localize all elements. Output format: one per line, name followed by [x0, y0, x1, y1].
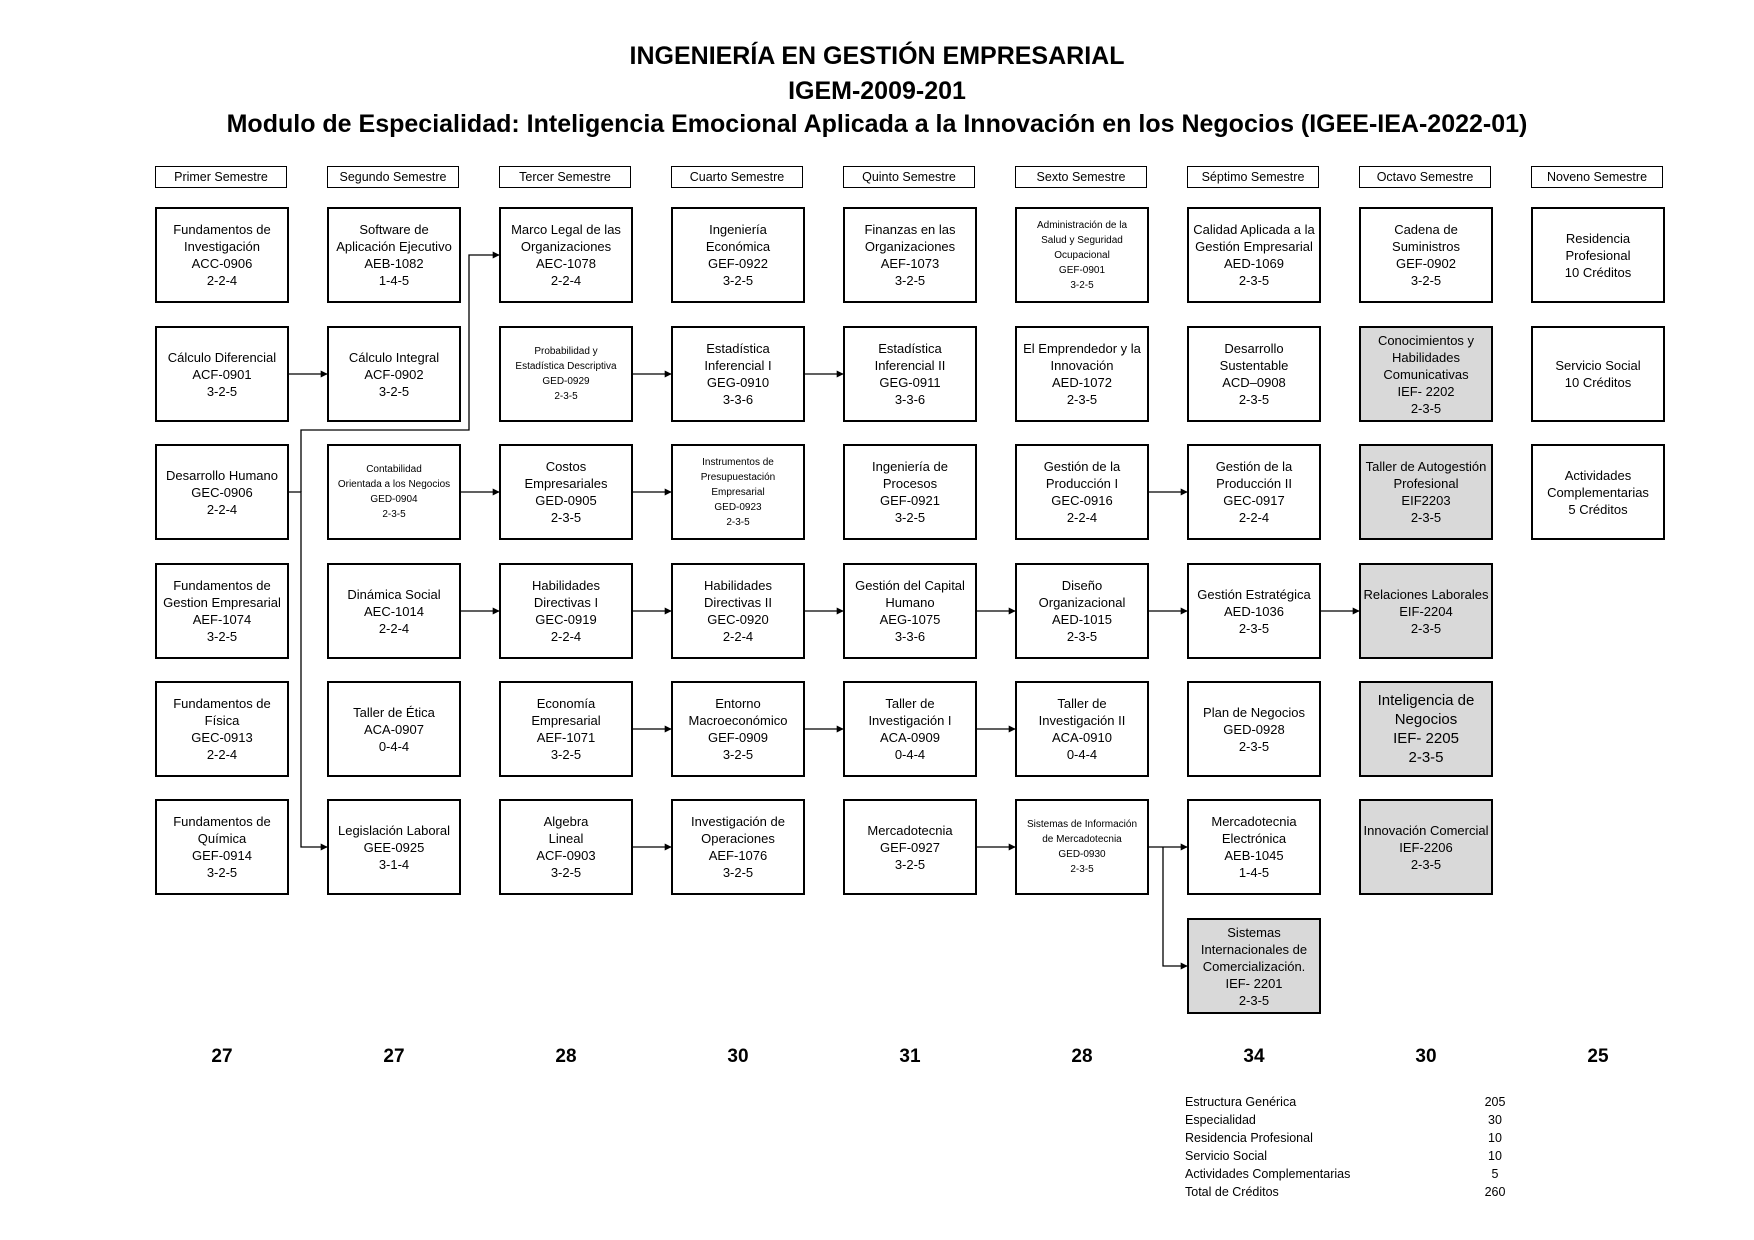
course-text-line: 0-4-4: [894, 747, 926, 762]
course-text-line: GEC-0917: [1223, 493, 1285, 508]
course-text-line: AEB-1045: [1224, 848, 1284, 863]
course-text-line: AED-1036: [1224, 603, 1284, 619]
course-text-line: Ocupacional: [1054, 249, 1110, 261]
course-text-line: ACA-0907: [364, 721, 424, 737]
course-text-line: GEG-0910: [706, 375, 770, 390]
credit-summary-table: [1185, 1095, 1525, 1203]
course-text-line: AEF-1074: [192, 612, 252, 627]
summary-label: Estructura Genérica: [1185, 1095, 1297, 1109]
course-text-line: Gestión de la: [1215, 459, 1293, 474]
course-text-line: AEF-1071: [536, 730, 596, 745]
course-text-line: ACA-0910: [1052, 730, 1112, 745]
course-text-line: Presupuestación: [700, 471, 776, 483]
course-text-line: 3-2-5: [1070, 279, 1094, 291]
course-text-line: Costos: [545, 459, 587, 474]
plan-code: IGEM-2009-201: [788, 77, 966, 105]
prerequisite-arrow: [301, 255, 499, 492]
course-text-line: Suministros: [1392, 239, 1460, 254]
course-text-line: Innovación: [1050, 358, 1114, 373]
course-text-line: Estadística: [878, 341, 942, 356]
course-text-line: Innovación Comercial: [1363, 822, 1489, 838]
course-text-line: 2-3-5: [1066, 392, 1098, 407]
course-text-line: 2-3-5: [1238, 273, 1270, 288]
course-text-line: 3-2-5: [550, 865, 582, 880]
course-text-line: 2-3-5: [1410, 510, 1442, 525]
course-text-line: GED-0923: [714, 501, 762, 513]
course-text-line: IEF- 2201: [1225, 975, 1283, 991]
course-text-line: Humano: [885, 595, 935, 610]
course-text-line: Calidad Aplicada a la: [1193, 222, 1315, 237]
course-text-line: Algebra: [543, 814, 589, 829]
course-text-line: 2-3-5: [726, 516, 750, 528]
course-text-line: Orientada a los Negocios: [337, 479, 451, 490]
course-text-line: Fundamentos de: [173, 696, 271, 711]
course-text-line: Profesional: [1565, 247, 1631, 263]
course-text-line: Habilidades: [1392, 349, 1460, 365]
course-text-line: 3-2-5: [722, 747, 754, 762]
course-text-line: ACA-0909: [880, 730, 940, 745]
course-text-line: El Emprendedor y la: [1023, 341, 1141, 356]
course-text-line: Electrónica: [1221, 831, 1287, 846]
course-text-line: 2-3-5: [1410, 856, 1442, 872]
course-text-line: Marco Legal de las: [511, 222, 621, 237]
course-text-line: Desarrollo: [1224, 341, 1284, 356]
course-text-line: 2-2-4: [550, 273, 582, 288]
course-text-line: 2-3-5: [1066, 629, 1098, 644]
course-text-line: Gestión de la: [1043, 459, 1121, 474]
semester-credit-total: 30: [1415, 1046, 1437, 1067]
course-text-line: AED-1072: [1052, 375, 1112, 390]
course-text-line: AEB-1082: [364, 256, 424, 271]
semester-header: Octavo Semestre: [1359, 166, 1491, 188]
course-text-line: Gestión Empresarial: [1195, 239, 1313, 254]
semester-header: Cuarto Semestre: [671, 166, 803, 188]
course-text-line: GEF-0927: [880, 839, 940, 855]
course-text-line: 3-2-5: [894, 510, 926, 525]
course-text-line: Cálculo Diferencial: [167, 349, 277, 365]
course-text-line: Economía: [536, 696, 596, 711]
semester-credit-total: 34: [1243, 1046, 1265, 1067]
course-text-line: Diseño: [1061, 578, 1103, 593]
course-text-line: ACD–0908: [1222, 375, 1286, 390]
course-text-line: GEF-0901: [1058, 264, 1106, 276]
course-text-line: Estadística: [706, 341, 770, 356]
semester-credit-total: 31: [899, 1046, 921, 1067]
course-text-line: 2-3-5: [1070, 864, 1094, 875]
course-text-line: Económica: [705, 239, 771, 254]
course-text-line: Organizaciones: [520, 239, 612, 254]
course-text-line: Investigación: [184, 239, 260, 254]
course-text-line: Contabilidad: [366, 464, 422, 475]
course-text-line: 2-2-4: [378, 620, 410, 636]
course-text-line: 3-2-5: [894, 273, 926, 288]
course-text-line: 10 Créditos: [1564, 264, 1632, 280]
course-text-line: IEF- 2205: [1393, 730, 1459, 747]
semester-credit-total: 30: [727, 1046, 749, 1067]
course-text-line: Directivas I: [533, 595, 599, 610]
course-text-line: Inferencial II: [874, 358, 946, 373]
course-text-line: Taller de Ética: [353, 704, 435, 720]
course-text-line: 1-4-5: [1238, 865, 1270, 880]
course-text-line: de Mercadotecnia: [1042, 834, 1122, 845]
course-text-line: Gestion Empresarial: [163, 595, 281, 610]
course-text-line: 3-2-5: [378, 383, 410, 399]
summary-label: Total de Créditos: [1185, 1185, 1279, 1199]
course-text-line: GEF-0914: [192, 848, 252, 863]
course-text-line: 2-3-5: [1410, 400, 1442, 416]
course-text-line: Relaciones Laborales: [1363, 586, 1489, 602]
summary-value: 30: [1488, 1113, 1502, 1127]
course-text-line: 3-3-6: [722, 392, 754, 407]
summary-value: 10: [1488, 1149, 1502, 1163]
course-text-line: 2-3-5: [1238, 992, 1270, 1008]
course-text-line: 3-2-5: [722, 273, 754, 288]
course-text-line: Servicio Social: [1555, 358, 1641, 373]
semester-credit-total: 28: [1071, 1046, 1093, 1067]
course-text-line: AEF-1076: [708, 848, 768, 863]
course-text-line: Dinámica Social: [347, 586, 441, 602]
course-text-line: 3-2-5: [206, 629, 238, 644]
summary-label: Servicio Social: [1185, 1149, 1267, 1163]
course-text-line: GEF-0921: [880, 493, 940, 508]
course-text-line: Sustentable: [1219, 358, 1289, 373]
semester-header: Noveno Semestre: [1531, 166, 1663, 188]
course-text-line: 5 Créditos: [1568, 501, 1628, 517]
course-text-line: Sistemas de Información: [1026, 819, 1138, 830]
course-text-line: 2-2-4: [1066, 510, 1098, 525]
summary-value: 5: [1491, 1167, 1499, 1181]
course-text-line: ACF-0902: [364, 366, 424, 382]
course-text-line: Empresarial: [711, 486, 765, 498]
course-text-line: AEC-1078: [536, 256, 596, 271]
course-text-line: Producción I: [1045, 476, 1119, 491]
semester-header: Sexto Semestre: [1015, 166, 1147, 188]
course-text-line: 0-4-4: [378, 738, 410, 754]
course-text-line: GEF-0902: [1396, 256, 1456, 271]
course-text-line: Cálculo Integral: [348, 349, 440, 365]
course-text-line: Inferencial I: [704, 358, 772, 373]
course-text-line: 10 Créditos: [1564, 375, 1632, 390]
course-text-line: Cadena de: [1394, 222, 1458, 237]
semester-header: Quinto Semestre: [843, 166, 975, 188]
course-text-line: 2-2-4: [206, 273, 238, 288]
course-text-line: GED-0929: [542, 376, 590, 387]
course-text-line: Taller de: [885, 696, 935, 711]
course-text-line: Fundamentos de: [173, 222, 271, 237]
course-text-line: Negocios: [1394, 711, 1458, 728]
course-text-line: Lineal: [548, 831, 584, 846]
course-text-line: Profesional: [1393, 476, 1459, 491]
course-text-line: Química: [197, 831, 247, 846]
course-text-line: GEF-0922: [708, 256, 768, 271]
course-text-line: Software de: [359, 222, 429, 237]
course-text-line: GEC-0906: [191, 484, 253, 500]
summary-row: [1185, 1095, 1525, 1113]
course-text-line: 3-1-4: [378, 856, 410, 872]
semester-credit-total: 27: [211, 1046, 233, 1067]
summary-label: Actividades Complementarias: [1185, 1167, 1351, 1181]
course-text-line: Instrumentos de: [702, 456, 774, 468]
semester-header: Tercer Semestre: [499, 166, 631, 188]
course-text-line: 3-2-5: [550, 747, 582, 762]
course-text-line: GED-0904: [370, 494, 418, 505]
course-text-line: Residencia: [1565, 230, 1631, 246]
course-text-line: EIF2203: [1401, 493, 1451, 508]
semester-credit-total: 25: [1587, 1046, 1609, 1067]
course-text-line: 2-2-4: [1238, 510, 1270, 525]
course-text-line: GEC-0919: [535, 612, 597, 627]
course-text-line: 1-4-5: [378, 273, 410, 288]
semester-header: Segundo Semestre: [327, 166, 459, 188]
course-text-line: Habilidades: [704, 578, 772, 593]
course-text-line: Salud y Seguridad: [1041, 234, 1123, 246]
course-text-line: GEC-0920: [707, 612, 769, 627]
course-text-line: 3-2-5: [1410, 273, 1442, 288]
prerequisite-arrow: [1163, 847, 1187, 966]
course-text-line: Investigación II: [1038, 713, 1126, 728]
course-text-line: Mercadotecnia: [1211, 814, 1297, 829]
summary-row: [1185, 1131, 1525, 1149]
course-text-line: IEF-2206: [1399, 839, 1453, 855]
course-text-line: Empresarial: [531, 713, 601, 728]
course-text-line: AEG-1075: [879, 612, 941, 627]
course-text-line: Estadística Descriptiva: [515, 361, 617, 372]
course-text-line: 2-3-5: [1410, 620, 1442, 636]
course-text-line: 3-3-6: [894, 629, 926, 644]
course-text-line: 0-4-4: [1066, 747, 1098, 762]
course-text-line: 2-2-4: [550, 629, 582, 644]
course-text-line: IEF- 2202: [1397, 383, 1455, 399]
semester-header: Primer Semestre: [155, 166, 287, 188]
summary-row: [1185, 1167, 1525, 1185]
course-text-line: Plan de Negocios: [1203, 704, 1305, 720]
course-text-line: 2-3-5: [550, 510, 582, 525]
course-text-line: Habilidades: [532, 578, 600, 593]
course-text-line: 2-3-5: [554, 391, 578, 402]
summary-label: Especialidad: [1185, 1113, 1256, 1127]
course-text-line: Empresariales: [524, 476, 608, 491]
course-text-line: ACC-0906: [191, 256, 253, 271]
course-text-line: Investigación de: [691, 814, 785, 829]
course-text-line: Desarrollo Humano: [166, 467, 278, 483]
course-text-line: Macroeconómico: [688, 713, 788, 728]
course-text-line: ACF-0901: [192, 366, 252, 382]
course-text-line: AED-1015: [1052, 612, 1112, 627]
course-text-line: Taller de Autogestión: [1365, 459, 1487, 474]
course-text-line: Entorno: [715, 696, 761, 711]
course-text-line: Probabilidad y: [534, 346, 598, 357]
course-text-line: GEE-0925: [363, 839, 425, 855]
course-text-line: 2-2-4: [206, 501, 238, 517]
course-text-line: GED-0928: [1223, 721, 1285, 737]
course-text-line: Internacionales de: [1200, 941, 1308, 957]
course-text-line: GEC-0916: [1051, 493, 1113, 508]
summary-row: [1185, 1185, 1525, 1203]
course-text-line: Legislación Laboral: [337, 822, 451, 838]
course-text-line: AEC-1014: [364, 603, 424, 619]
course-text-line: 3-2-5: [206, 865, 238, 880]
summary-value: 260: [1484, 1185, 1506, 1199]
course-text-line: Finanzas en las: [864, 222, 956, 237]
course-text-line: Producción II: [1216, 476, 1292, 491]
course-text-line: GEG-0911: [879, 375, 941, 390]
course-text-line: Organizaciones: [864, 239, 956, 254]
course-text-line: Operaciones: [701, 831, 775, 846]
course-text-line: GED-0905: [535, 493, 597, 508]
course-text-line: 2-2-4: [722, 629, 754, 644]
course-text-line: 2-3-5: [1238, 620, 1270, 636]
course-text-line: GED-0930: [1058, 849, 1106, 860]
course-text-line: Aplicación Ejecutivo: [336, 239, 452, 254]
module-title: Modulo de Especialidad: Inteligencia Emocional Aplicada a la Innovación en los Negocios (IGEE-IEA-2022-01): [226, 110, 1528, 138]
course-text-line: Taller de: [1057, 696, 1107, 711]
course-text-line: Mercadotecnia: [867, 822, 953, 838]
course-text-line: 2-2-4: [206, 747, 238, 762]
summary-value: 10: [1488, 1131, 1502, 1145]
summary-row: [1185, 1149, 1525, 1167]
course-text-line: 3-2-5: [206, 383, 238, 399]
semester-credit-total: 27: [383, 1046, 405, 1067]
course-text-line: 2-3-5: [1238, 392, 1270, 407]
course-text-line: Comunicativas: [1383, 366, 1469, 382]
course-text-line: Fundamentos de: [173, 578, 271, 593]
course-text-line: Inteligencia de: [1377, 692, 1475, 709]
course-text-line: Procesos: [882, 476, 938, 491]
course-text-line: Investigación I: [868, 713, 952, 728]
course-text-line: Complementarias: [1547, 484, 1649, 500]
course-text-line: 3-2-5: [894, 856, 926, 872]
course-text-line: AED-1069: [1224, 256, 1284, 271]
course-text-line: Fundamentos de: [173, 814, 271, 829]
course-text-line: 2-3-5: [1408, 749, 1444, 766]
course-text-line: Organizacional: [1038, 595, 1126, 610]
summary-label: Residencia Profesional: [1185, 1131, 1313, 1145]
prerequisite-arrow: [289, 492, 327, 847]
page-title: INGENIERÍA EN GESTIÓN EMPRESARIAL: [629, 42, 1125, 70]
course-text-line: AEF-1073: [880, 256, 940, 271]
course-text-line: Sistemas: [1227, 924, 1281, 940]
course-text-line: 2-3-5: [382, 509, 406, 520]
course-text-line: GEC-0913: [191, 730, 253, 745]
course-text-line: 2-3-5: [1238, 738, 1270, 754]
course-text-line: Comercialización.: [1202, 958, 1306, 974]
summary-value: 205: [1484, 1095, 1506, 1109]
course-text-line: EIF-2204: [1399, 603, 1453, 619]
course-text-line: ACF-0903: [536, 848, 596, 863]
course-text-line: 3-3-6: [894, 392, 926, 407]
course-text-line: Gestión del Capital: [855, 578, 965, 593]
course-text-line: Ingeniería de: [872, 459, 948, 474]
course-text-line: Conocimientos y: [1377, 332, 1475, 348]
course-text-line: 3-2-5: [722, 865, 754, 880]
course-text-line: GEF-0909: [708, 730, 768, 745]
course-text-line: Ingeniería: [709, 222, 767, 237]
course-text-line: Gestión Estratégica: [1197, 586, 1311, 602]
summary-row: [1185, 1113, 1525, 1131]
course-text-line: Física: [204, 713, 240, 728]
course-text-line: Administración de la: [1036, 219, 1128, 231]
semester-credit-total: 28: [555, 1046, 577, 1067]
course-text-line: Directivas II: [704, 595, 772, 610]
course-text-line: Actividades: [1564, 467, 1632, 483]
semester-header: Séptimo Semestre: [1187, 166, 1319, 188]
